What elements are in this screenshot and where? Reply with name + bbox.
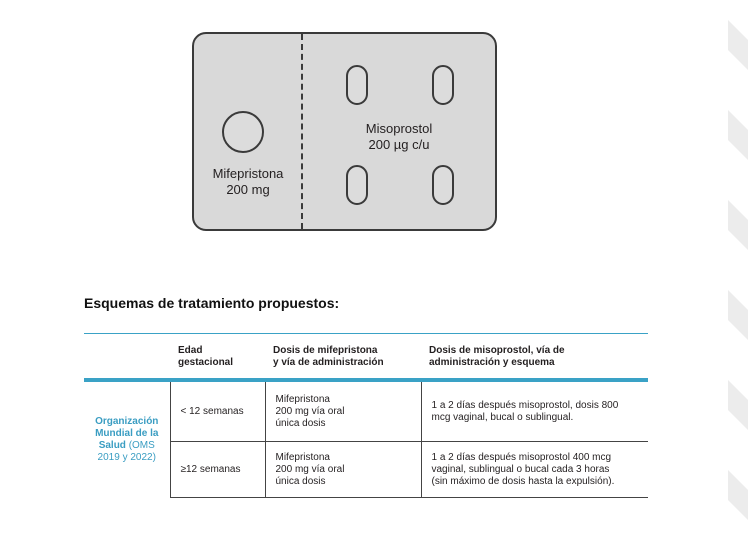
header-gestational-age: Edad gestacional [178,345,234,368]
gestational-age-cell: < 12 semanas [170,380,265,442]
misoprostol-pill-icon [346,165,368,205]
table-row [84,380,648,442]
org-cell [84,380,170,498]
header-org [84,334,170,381]
mifepristone-pill-icon [222,111,264,153]
header-mifepristone-dose: Dosis de mifepristona y vía de administración [273,345,384,368]
perforation-line [301,34,303,229]
misoprostol-dose-cell: 1 a 2 días después misoprostol, dosis 800 mcg vaginal, bucal o sublingual. [421,380,648,442]
misoprostol-dose-cell: 1 a 2 días después misoprostol 400 mcg vaginal, sublingual o bucal cada 3 horas (sin máximo de dosis hasta la expulsión). [421,442,648,498]
org-years: (OMS 2019 y 2022) [97,439,156,463]
header-misoprostol-dose: Dosis de misoprostol, vía de administración y esquema [429,345,565,368]
blister-pack [192,32,497,231]
misoprostol-label: Misoprostol 200 µg c/u [365,121,433,152]
treatment-table [84,333,648,498]
misoprostol-pill-icon [432,165,454,205]
table-header-row [84,334,648,381]
mifepristone-dose-cell: Mifepristona 200 mg vía oral única dosis [265,380,421,442]
gestational-age-cell: ≥12 semanas [170,442,265,498]
org-name: Organización Mundial de la Salud [95,415,159,451]
decorative-chevrons [708,0,748,551]
misoprostol-pill-icon [346,65,368,105]
section-heading: Esquemas de tratamiento propuestos: [84,295,340,311]
misoprostol-pill-icon [432,65,454,105]
mifepristone-label: Mifepristona 200 mg [212,166,284,197]
mifepristone-dose-cell: Mifepristona 200 mg vía oral única dosis [265,442,421,498]
